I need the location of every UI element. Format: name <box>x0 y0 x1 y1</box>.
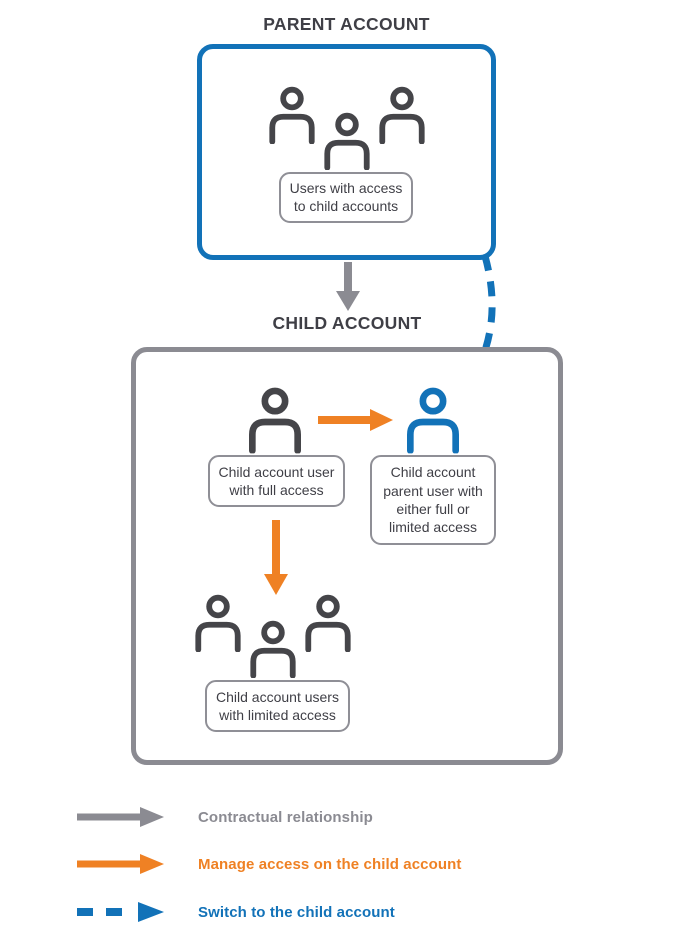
child-account-box <box>131 347 563 765</box>
child-account-title: CHILD ACCOUNT <box>272 313 422 333</box>
manage-access-arrow-icon <box>75 851 167 877</box>
legend-manage-access-label: Manage access on the child account <box>198 855 462 873</box>
legend-switch-account-label: Switch to the child account <box>198 903 395 921</box>
parent-account-title: PARENT ACCOUNT <box>263 14 430 34</box>
manage-access-right-arrow-icon <box>318 407 394 433</box>
full-access-user-icon <box>243 386 307 454</box>
parent-users-label: Users with access to child accounts <box>279 172 413 223</box>
limited-users-group-icon <box>188 592 358 684</box>
legend-contractual-label: Contractual relationship <box>198 808 373 826</box>
contract-arrow-icon <box>334 262 362 312</box>
parent-user-label: Child account parent user with either full or limited access <box>370 455 496 545</box>
parent-user-icon <box>401 386 465 454</box>
parent-users-group-icon <box>262 84 432 176</box>
legend-item-switch-account <box>75 899 395 925</box>
manage-access-down-arrow-icon <box>262 520 290 596</box>
full-access-user-label: Child account user with full access <box>208 455 345 507</box>
switch-account-arrow-icon <box>75 899 167 925</box>
legend-item-contractual <box>75 804 373 830</box>
parent-account-box <box>197 44 496 260</box>
legend-item-manage-access <box>75 851 461 877</box>
contractual-arrow-icon <box>75 804 167 830</box>
limited-users-label: Child account users with limited access <box>205 680 350 732</box>
